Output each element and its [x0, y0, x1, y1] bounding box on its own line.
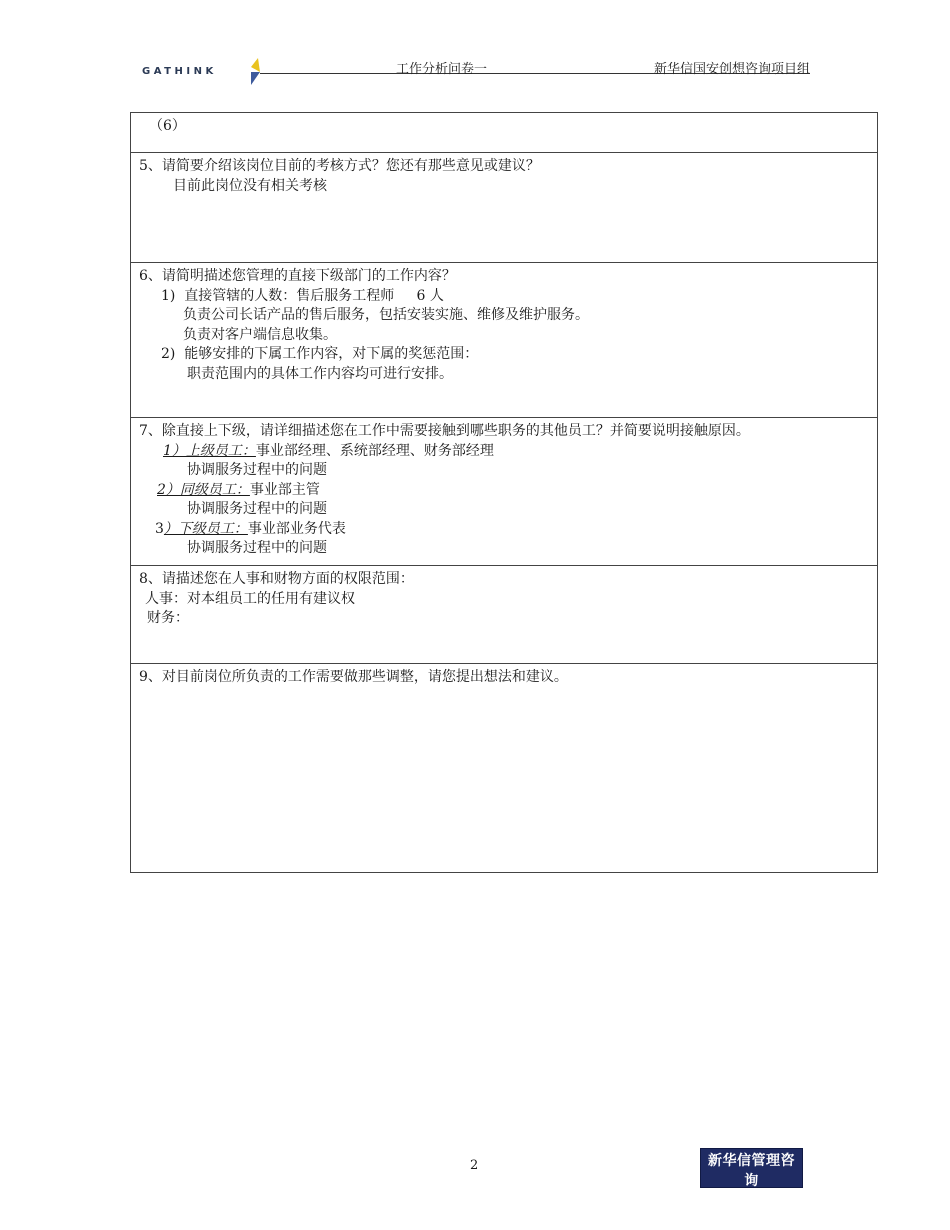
- gathink-logo-icon: [248, 58, 262, 86]
- question-5-answer[interactable]: 目前此岗位没有相关考核: [173, 177, 327, 194]
- logo-yellow-triangle-icon: [251, 58, 260, 72]
- header-project-group: 新华信国安创想咨询项目组: [653, 62, 810, 77]
- page-number: 2: [470, 1158, 479, 1173]
- question-7-item-2-label: 2）同级员工：: [157, 481, 250, 498]
- question-6-text: 6、请简明描述您管理的直接下级部门的工作内容？: [139, 268, 456, 284]
- question-7-text: 7、除直接上下级，请详细描述您在工作中需要接触到哪些职务的其他员工？并简要说明接触原因。: [139, 423, 750, 439]
- question-7-item-1-label: 1）上级员工：: [163, 442, 256, 459]
- question-7-item-2-value[interactable]: 事业部主管: [249, 481, 320, 498]
- sinotrust-logo: [700, 1148, 803, 1203]
- question-row-5[interactable]: [131, 153, 877, 263]
- question-row-continued: [131, 113, 877, 153]
- question-7-item-3[interactable]: [139, 520, 869, 540]
- sinotrust-logo-cn: 新华信管理咨询: [708, 1153, 795, 1189]
- header-document-title: 工作分析问卷一: [396, 62, 488, 77]
- question-row-6[interactable]: [131, 263, 877, 418]
- question-7-item-3-value[interactable]: 事业部业务代表: [247, 520, 346, 537]
- question-row-8[interactable]: [131, 566, 877, 664]
- question-7-item-2[interactable]: [139, 481, 869, 501]
- question-8-finance-authority[interactable]: 财务：: [147, 610, 189, 626]
- question-7-item-1-reason[interactable]: 协调服务过程中的问题: [187, 462, 327, 478]
- question-7-item-3-prefix: 3: [155, 520, 164, 537]
- question-7-item-3-reason[interactable]: 协调服务过程中的问题: [187, 540, 327, 556]
- question-row-9[interactable]: [131, 664, 877, 872]
- question-9-text: 9、对目前岗位所负责的工作需要做那些调整，请您提出想法和建议。: [139, 669, 568, 685]
- logo-blue-triangle-icon: [251, 72, 260, 85]
- sinotrust-logo-en: SINOTRUST: [712, 1192, 791, 1203]
- question-8-text: 8、请描述您在人事和财物方面的权限范围：: [139, 571, 414, 587]
- page-header: [138, 52, 810, 86]
- question-6-item-1[interactable]: 1) 直接管辖的人数：售后服务工程师 6 人: [161, 287, 444, 304]
- question-6-item-1-detail-1[interactable]: 负责公司长话产品的售后服务，包括安装实施、维修及维护服务。: [183, 307, 589, 323]
- question-7-item-2-reason[interactable]: 协调服务过程中的问题: [187, 501, 327, 517]
- question-7-item-3-label: ）下级员工：: [163, 520, 248, 537]
- question-6-item-2-detail[interactable]: 职责范围内的具体工作内容均可进行安排。: [187, 365, 453, 382]
- questionnaire-table: [130, 112, 878, 873]
- question-7-item-1[interactable]: [139, 442, 869, 462]
- question-6-item-1-detail-2[interactable]: 负责对客户端信息收集。: [183, 326, 337, 343]
- question-8-hr-authority[interactable]: 人事：对本组员工的任用有建议权: [145, 590, 355, 607]
- question-row-7[interactable]: [131, 418, 877, 566]
- gathink-logo-text: GATHINK: [142, 66, 217, 77]
- question-7-item-1-value[interactable]: 事业部经理、系统部经理、财务部经理: [255, 442, 494, 459]
- question-6-item-2[interactable]: 2) 能够安排的下属工作内容，对下属的奖惩范围：: [161, 346, 479, 362]
- continued-item-label: （6）: [149, 118, 186, 134]
- question-5-text: 5、请简要介绍该岗位目前的考核方式？您还有那些意见或建议？: [139, 158, 540, 174]
